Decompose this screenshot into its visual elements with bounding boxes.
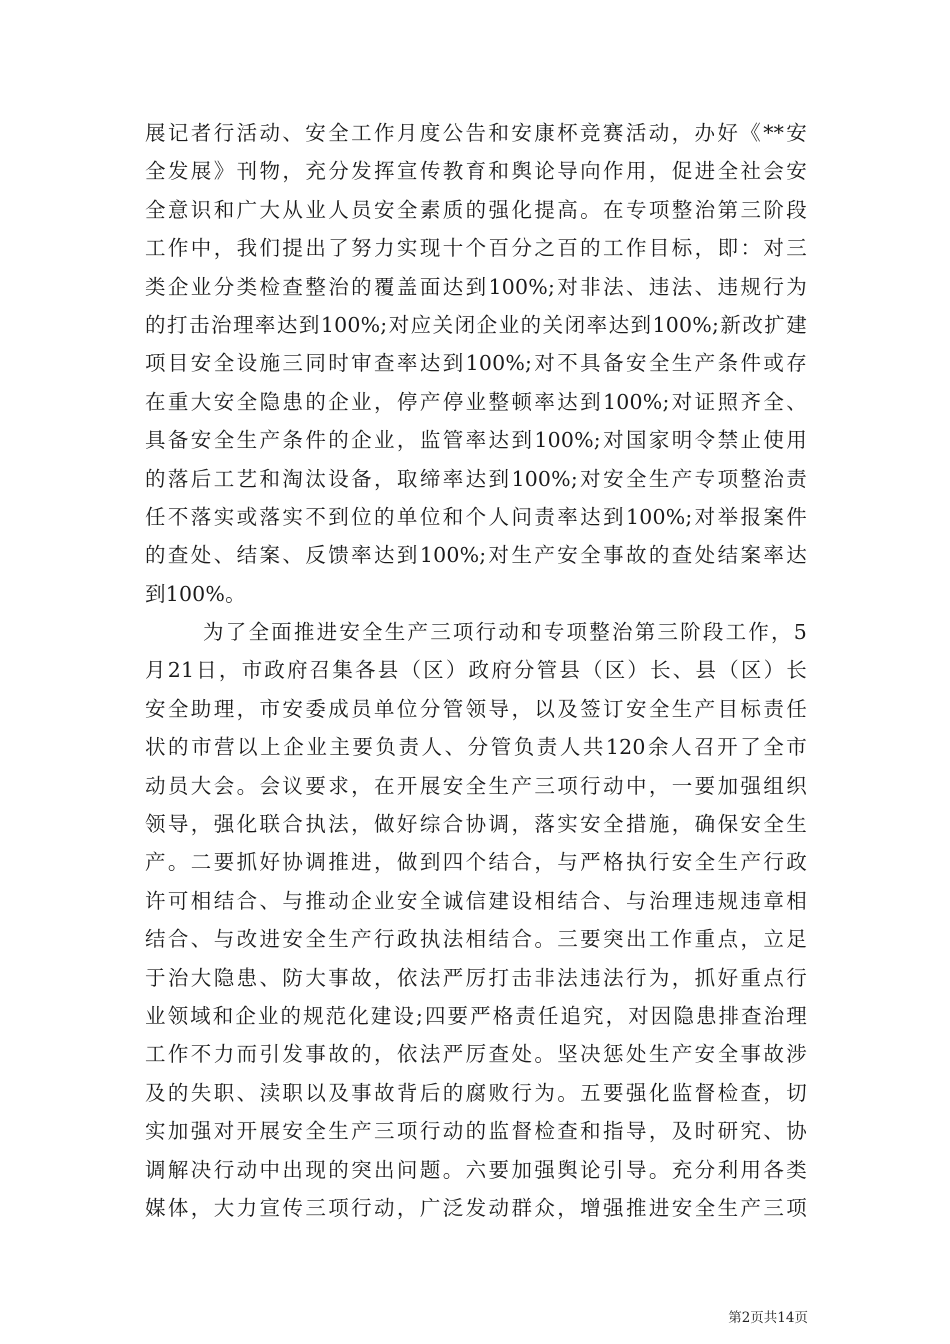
text-line: 展记者行活动、安全工作月度公告和安康杯竞赛活动，办好《**安	[145, 121, 807, 145]
text-line: 为了全面推进安全生产三项行动和专项整治第三阶段工作，5	[203, 620, 807, 645]
text-line: 安全助理，市安委成员单位分管领导，以及签订安全生产目标责任	[145, 696, 807, 721]
text-line: 状的市营以上企业主要负责人、分管负责人共120余人召开了全市	[145, 735, 807, 760]
paragraph-1	[145, 114, 807, 613]
text-line: 结合、与改进安全生产行政执法相结合。三要突出工作重点，立足	[145, 927, 807, 952]
text-line: 任不落实或落实不到位的单位和个人问责率达到100%;对举报案件	[145, 504, 807, 529]
text-line: 及的失职、渎职以及事故背后的腐败行为。五要强化监督检查，切	[145, 1080, 807, 1105]
text-line: 在重大安全隐患的企业，停产停业整顿率达到100%;对证照齐全、	[145, 389, 807, 414]
text-line: 的落后工艺和淘汰设备，取缔率达到100%;对安全生产专项整治责	[145, 466, 807, 491]
text-line: 全意识和广大从业人员安全素质的强化提高。在专项整治第三阶段	[145, 197, 807, 222]
text-line: 媒体，大力宣传三项行动，广泛发动群众，增强推进安全生产三项	[145, 1195, 807, 1220]
text-line: 全发展》刊物，充分发挥宣传教育和舆论导向作用，促进全社会安	[145, 159, 807, 184]
text-line: 产。二要抓好协调推进，做到四个结合，与严格执行安全生产行政	[145, 850, 807, 875]
paragraph-2	[145, 613, 807, 1227]
text-line: 业领域和企业的规范化建设;四要严格责任追究，对因隐患排查治理	[145, 1003, 807, 1028]
text-line: 的打击治理率达到100%;对应关闭企业的关闭率达到100%;新改扩建	[145, 312, 807, 337]
text-line: 的查处、结案、反馈率达到100%;对生产安全事故的查处结案率达	[145, 543, 807, 568]
text-line: 工作不力而引发事故的，依法严厉查处。坚决惩处生产安全事故涉	[145, 1042, 807, 1067]
page-number: 第2页共14页	[728, 1310, 808, 1326]
text-line: 具备安全生产条件的企业，监管率达到100%;对国家明令禁止使用	[145, 428, 807, 453]
text-line: 实加强对开展安全生产三项行动的监督检查和指导，及时研究、协	[145, 1119, 807, 1144]
text-line: 类企业分类检查整治的覆盖面达到100%;对非法、违法、违规行为	[145, 274, 807, 299]
text-line: 工作中，我们提出了努力实现十个百分之百的工作目标，即：对三	[145, 236, 807, 261]
text-line: 许可相结合、与推动企业安全诚信建设相结合、与治理违规违章相	[145, 888, 807, 913]
text-line: 领导，强化联合执法，做好综合协调，落实安全措施，确保安全生	[145, 812, 807, 837]
text-line: 于治大隐患、防大事故，依法严厉打击非法违法行为，抓好重点行	[145, 965, 807, 990]
text-line: 项目安全设施三同时审查率达到100%;对不具备安全生产条件或存	[145, 351, 807, 376]
text-line: 动员大会。会议要求，在开展安全生产三项行动中，一要加强组织	[145, 773, 807, 798]
document-body	[145, 114, 807, 1227]
text-line: 调解决行动中出现的突出问题。六要加强舆论引导。充分利用各类	[145, 1157, 807, 1182]
text-line: 月21日，市政府召集各县（区）政府分管县（区）长、县（区）长	[145, 658, 807, 683]
text-line: 到100%。	[145, 581, 246, 606]
